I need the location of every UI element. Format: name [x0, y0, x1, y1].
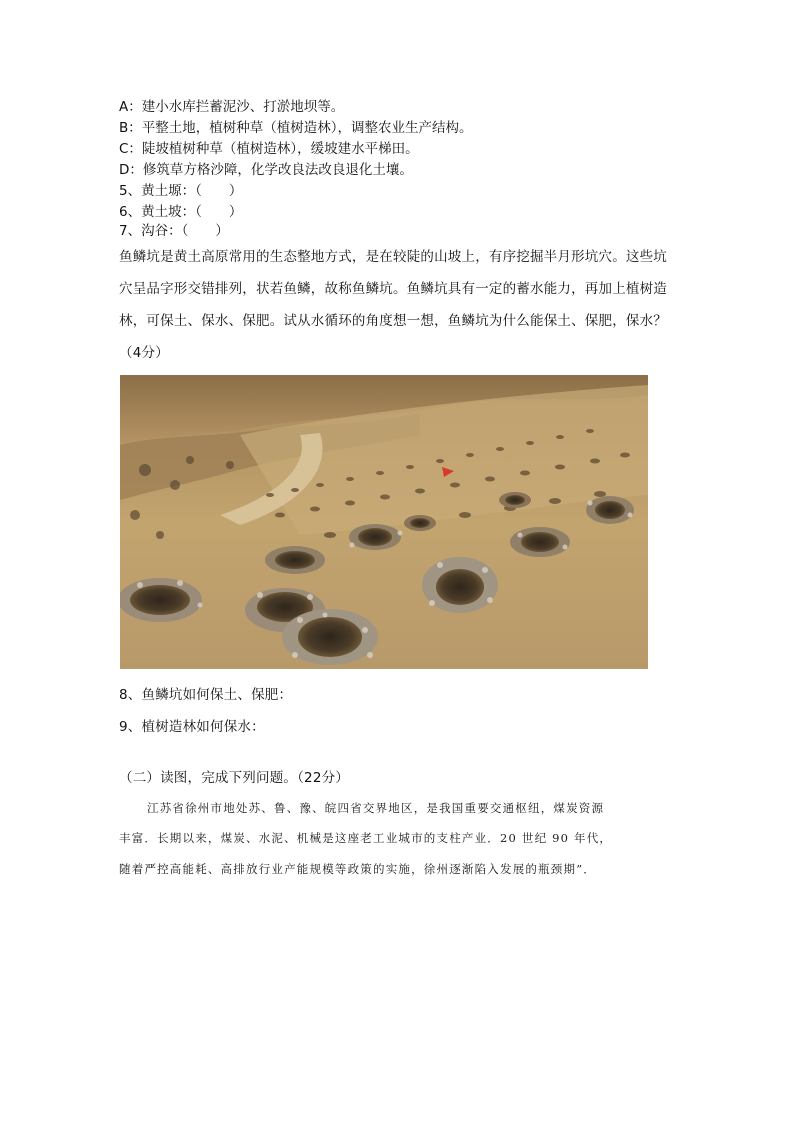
option-d: D：修筑草方格沙障，化学改良法改良退化土壤。: [119, 162, 413, 178]
question-9: 9、植树造林如何保水：: [119, 719, 265, 735]
question-5: 5、黄土塬：（ ）: [119, 183, 243, 199]
paragraph-line-2: 穴呈品字形交错排列，状若鱼鳞，故称鱼鳞坑。鱼鳞坑具有一定的蓄水能力，再加上植树造: [119, 281, 667, 297]
section-2-title: （二）读图，完成下列问题。（22分）: [119, 770, 350, 786]
question-8: 8、鱼鳞坑如何保土、保肥：: [119, 687, 293, 703]
question-7: 7、沟谷：（ ）: [119, 223, 229, 239]
paragraph-line-1: 鱼鳞坑是黄土高原常用的生态整地方式，是在较陡的山坡上，有序挖掘半月形坑穴。这些坑: [119, 249, 667, 265]
paragraph-line-3: 林，可保土、保水、保肥。试从水循环的角度想一想，鱼鳞坑为什么能保土、保肥，保水？: [119, 313, 667, 329]
section-2-line-2: 丰富．长期以来，煤炭、水泥、机械是这座老工业城市的支柱产业．20 世纪 90 年代，: [119, 831, 613, 845]
option-c: C：陡坡植树种草（植树造林），缓坡建水平梯田。: [119, 141, 419, 157]
section-2-line-3: 随着严控高能耗、高排放行业产能规模等政策的实施，徐州逐渐陷入发展的瓶颈期”．: [119, 862, 596, 876]
section-2-line-1: 江苏省徐州市地处苏、鲁、豫、皖四省交界地区，是我国重要交通枢纽，煤炭资源: [147, 801, 605, 815]
paragraph-line-4: （4分）: [119, 345, 169, 361]
option-b: B：平整土地，植树种草（植树造林），调整农业生产结构。: [119, 120, 473, 136]
fish-scale-pit-photo: [120, 375, 648, 669]
question-6: 6、黄土坡：（ ）: [119, 204, 243, 220]
option-a: A：建小水库拦蓄泥沙、打淤地坝等。: [119, 99, 345, 115]
